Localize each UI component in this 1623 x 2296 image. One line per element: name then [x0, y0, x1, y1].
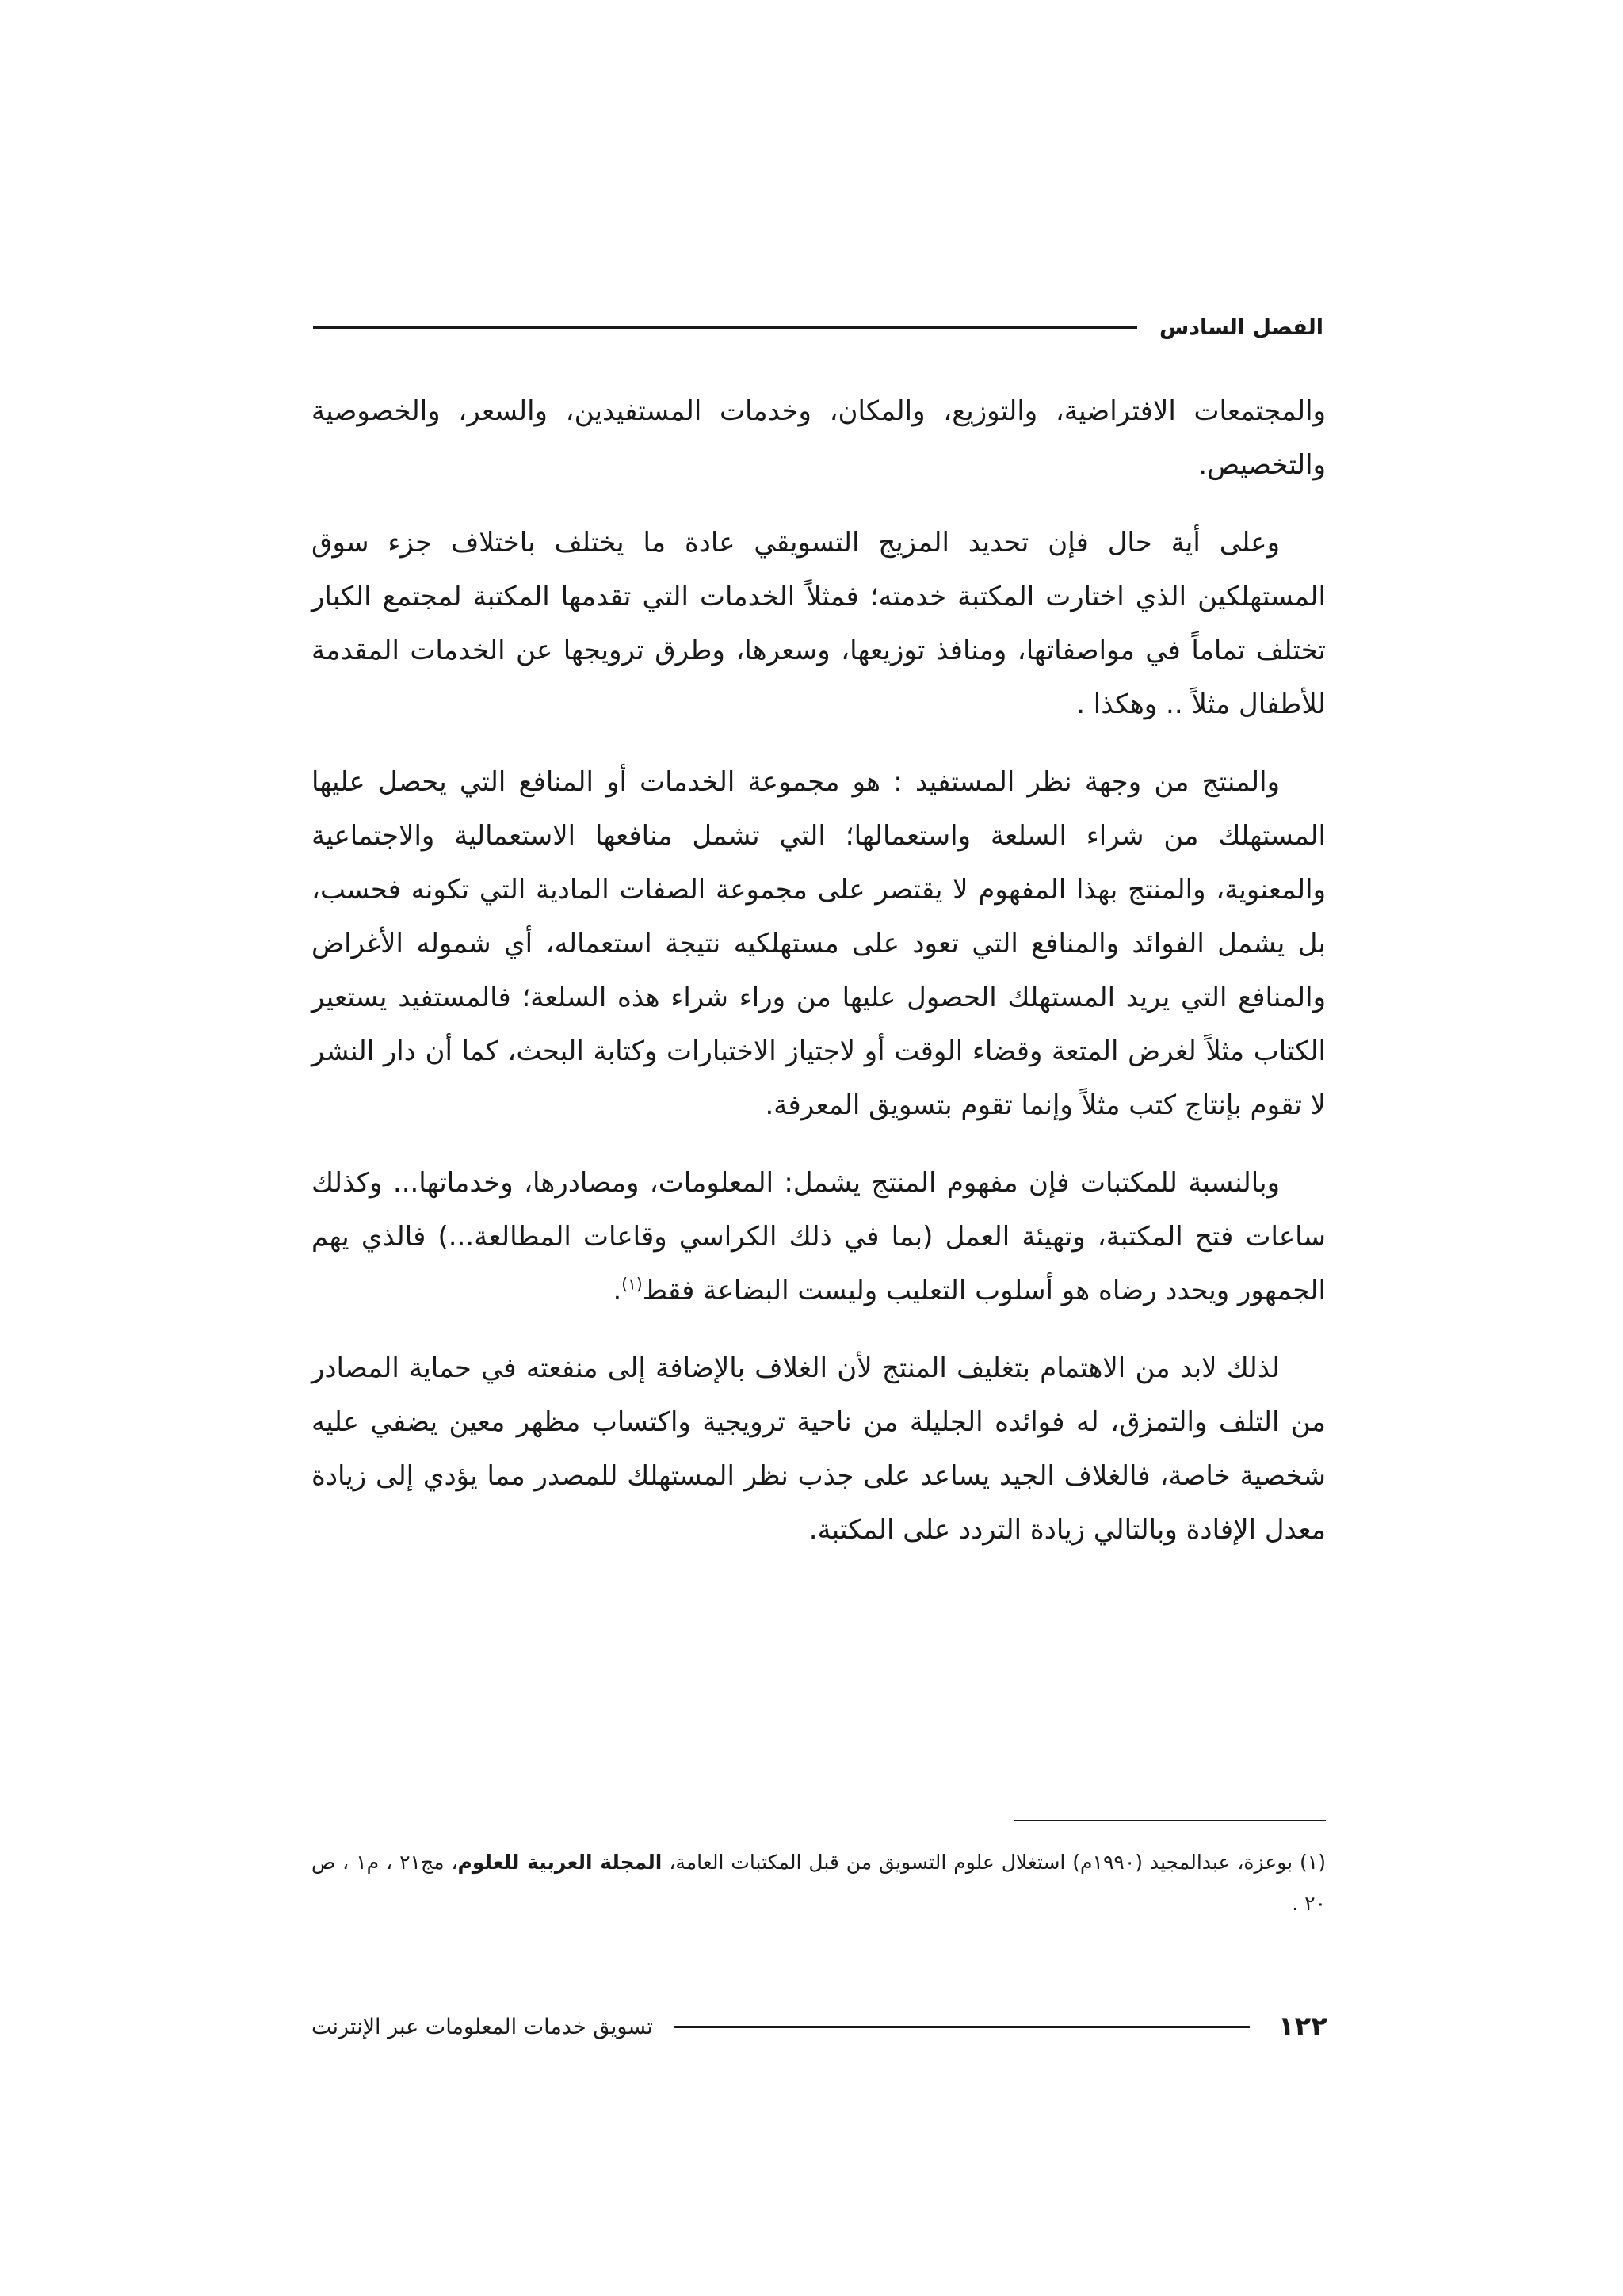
paragraph-4-end: . — [613, 1275, 622, 1306]
chapter-title: الفصل السادس — [1159, 315, 1323, 340]
paragraph-3: والمنتج من وجهة نظر المستفيد : هو مجموعة الخدمات أو المنافع التي يحصل عليها المستهلك من شراء السلعة واستعمالها؛ التي تشمل منافعها الاستعمالية والاجتماعية والمعنوية، والمنتج بهذا المفهوم لا يقتصر على مجموعة الصفات المادية التي تكونه فحسب، بل يشمل الفوائد والمنافع التي تعود على مستهلكيه نتيجة استعماله، أي شموله الأغراض والمنافع التي يريد المستهلك الحصول عليها من وراء شراء هذه السلعة؛ فالمستفيد يستعير الكتاب مثلاً لغرض المتعة وقضاء الوقت أو لاجتياز الاختبارات وكتابة البحث، كما أن دار النشر لا تقوم بإنتاج كتب مثلاً وإنما تقوم بتسويق المعرفة. — [311, 766, 1326, 1121]
header-rule — [313, 326, 1137, 329]
paragraph-4 — [311, 1156, 1326, 1318]
paragraph-2: وعلى أية حال فإن تحديد المزيج التسويقي عادة ما يختلف باختلاف جزء سوق المستهلكين الذي اختارت المكتبة خدمته؛ فمثلاً الخدمات التي تقدمها المكتبة لمجتمع الكبار تختلف تماماً في مواصفاتها، ومنافذ توزيعها، وسعرها، وطرق ترويجها عن الخدمات المقدمة للأطفال مثلاً .. وهكذا . — [311, 527, 1326, 720]
paragraph-5: لذلك لابد من الاهتمام بتغليف المنتج لأن الغلاف بالإضافة إلى منفعته في حماية المصادر من التلف والتمزق، له فوائده الجليلة من ناحية ترويجية واكتساب مظهر معين يضفي عليه شخصية خاصة، فالغلاف الجيد يساعد على جذب نظر المستهلك للمصدر مما يؤدي إلى زيادة معدل الإفادة وبالتالي زيادة التردد على المكتبة. — [311, 1352, 1326, 1546]
footer-rule — [674, 2026, 1250, 2028]
footnote-journal: المجلة العربية للعلوم — [457, 1851, 663, 1874]
running-footer — [311, 2004, 1327, 2049]
page-number: ١٢٢ — [1277, 2011, 1327, 2042]
footnote-text: (١) بوعزة، عبدالمجيد (١٩٩٠م) استغلال علوم التسويق من قبل المكتبات العامة، — [669, 1851, 1326, 1874]
footnote-reference: (١) — [621, 1274, 643, 1294]
paragraph-4-text: وبالنسبة للمكتبات فإن مفهوم المنتج يشمل: المعلومات، ومصادرها، وخدماتها... وكذلك ساعات فتح المكتبة، وتهيئة العمل (بما في ذلك الكراسي وقاعات المطالعة...) فالذي يهم الجمهور ويحدد رضاه هو أسلوب التعليب وليست البضاعة فقط — [311, 1167, 1326, 1306]
running-header — [313, 307, 1323, 347]
book-title: تسويق خدمات المعلومات عبر الإنترنت — [311, 2014, 653, 2039]
paragraph-1: والمجتمعات الافتراضية، والتوزيع، والمكان، وخدمات المستفيدين، والسعر، والخصوصية والتخصيص. — [311, 395, 1326, 481]
footnote-rule — [1014, 1820, 1326, 1821]
footnote — [311, 1842, 1326, 1924]
body-text — [311, 384, 1326, 1581]
footnote-tail: ، مج٢١ ، م١ ، ص ٢٠ . — [311, 1851, 1326, 1915]
